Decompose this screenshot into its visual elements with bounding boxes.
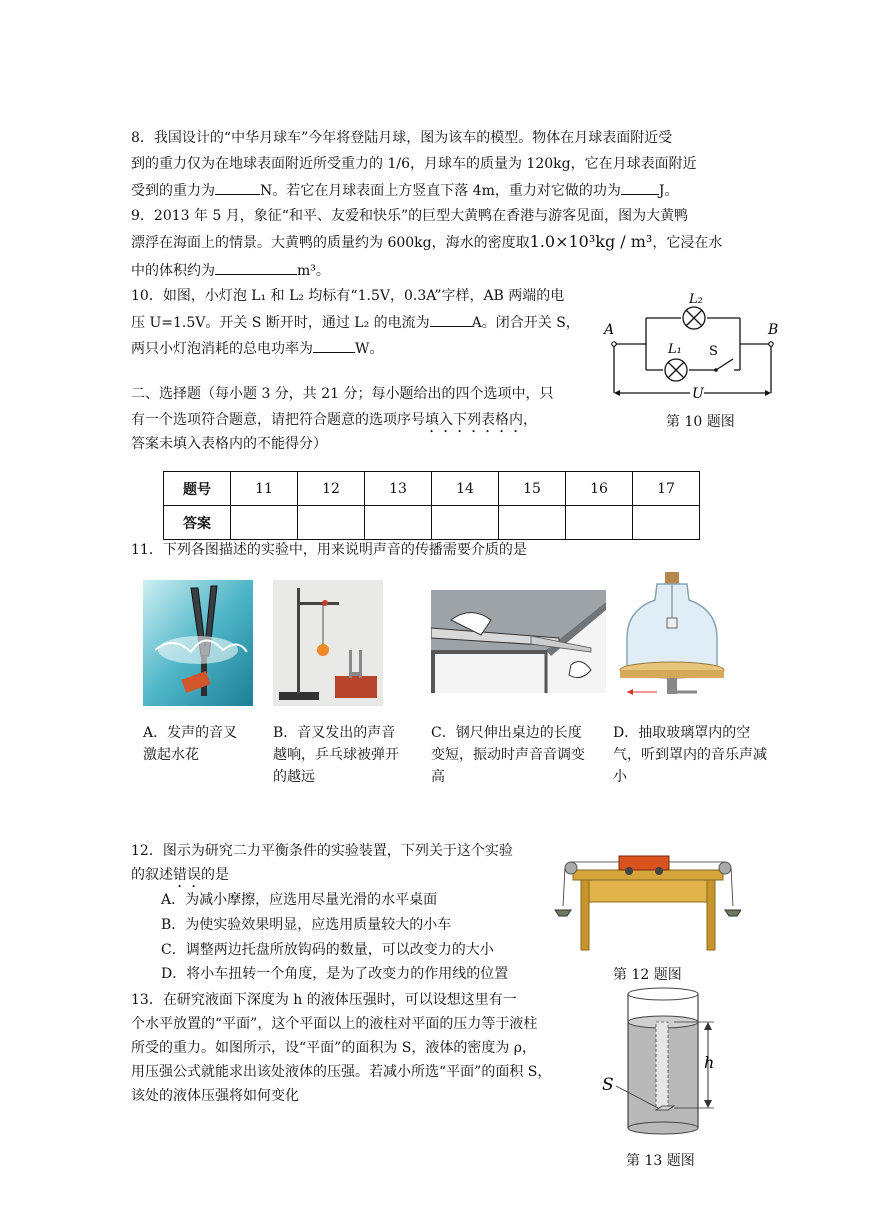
- q13-line4: 用压强公式就能求出该处液体的压强。若减小所选“平面”的面积 S，: [131, 1064, 552, 1080]
- table-cell-number: 13: [365, 472, 432, 506]
- answer-cell-12[interactable]: [298, 506, 365, 540]
- q12-option-d[interactable]: D．将小车扭转一个角度，是为了改变力的作用线的位置: [161, 966, 509, 982]
- option-a-line2: 激起水花: [143, 747, 199, 763]
- q9-density-formula: 1.0×10³kg / m³: [529, 232, 653, 251]
- option-d-line2: 气，听到罩内的音乐声减: [613, 747, 767, 763]
- section2-emphasis: 填入下列表格内: [425, 412, 523, 428]
- q9-line1: 9．2013 年 5 月，象征“和平、友爱和快乐”的巨型大黄鸭在香港与游客见面，图为大黄鸭: [131, 208, 689, 224]
- q13-line1: 13．在研究液面下深度为 h 的液体压强时，可以设想这里有一: [131, 992, 517, 1008]
- table-row-numbers: [164, 472, 700, 506]
- q11-image-c-ruler-table: [431, 590, 606, 693]
- q8-line3: [131, 179, 679, 202]
- terminal-b-icon: [769, 342, 773, 346]
- q10-text-c: 两只小灯泡消耗的总电功率为: [131, 341, 313, 357]
- answer-cell-11[interactable]: [231, 506, 298, 540]
- q9-text-b: ，它浸在水: [652, 235, 723, 251]
- terminal-a-icon: [612, 342, 616, 346]
- label-a: A: [604, 322, 615, 338]
- option-c-line3: 高: [431, 769, 445, 785]
- section2-text-a: 有一个选项符合题意，请把符合题意的选项序号: [131, 412, 425, 428]
- q12-emphasis-wrong: 错误: [173, 867, 201, 883]
- q11-option-c[interactable]: [431, 722, 585, 788]
- q11-option-a[interactable]: [143, 722, 237, 766]
- q12-text-a: 的叙述: [131, 867, 173, 883]
- q12-line1: 12．图示为研究二力平衡条件的实验装置，下列关于这个实验: [131, 843, 513, 859]
- label-u: U: [692, 386, 704, 402]
- q10-text-a: 压 U=1.5V。开关 S 断开时，通过 L₂ 的电流为: [131, 315, 430, 331]
- q13-caption: 第 13 题图: [626, 1153, 695, 1169]
- q10-circuit-diagram: [598, 285, 788, 410]
- table-header-number: 题号: [164, 472, 231, 506]
- table-cell-number: 11: [231, 472, 298, 506]
- q12-option-c[interactable]: C．调整两边托盘所放钩码的数量，可以改变力的大小: [161, 942, 494, 958]
- q10-text-b: A。闭合开关 S，: [471, 315, 580, 331]
- q10-caption: 第 10 题图: [666, 414, 735, 430]
- table-cell-number: 17: [633, 472, 700, 506]
- q12-caption: 第 12 题图: [613, 967, 682, 983]
- option-b-line1: B．音叉发出的声音: [273, 725, 396, 741]
- answer-cell-13[interactable]: [365, 506, 432, 540]
- q12-text-c: 的是: [201, 867, 229, 883]
- option-d-line3: 小: [613, 769, 627, 785]
- switch-pivot-icon: [714, 368, 718, 372]
- label-s-area: S: [602, 1075, 614, 1095]
- option-c-line2: 变短，振动时声音音调变: [431, 747, 585, 763]
- q11-option-b[interactable]: [273, 722, 399, 788]
- table-cell-number: 16: [566, 472, 633, 506]
- q10-blank-power[interactable]: [313, 337, 355, 353]
- label-h: h: [704, 1053, 715, 1072]
- arrow-left-icon: [614, 390, 620, 396]
- answer-cell-14[interactable]: [432, 506, 499, 540]
- table-header-answer: 答案: [164, 506, 231, 540]
- q8-text-b: N。若它在月球表面上方竖直下落 4m，重力对它做的功为: [260, 183, 621, 199]
- q10-line3: [131, 337, 383, 360]
- q9-text-a: 漂浮在海面上的情景。大黄鸭的质量约为 600kg，海水的密度取: [131, 235, 530, 251]
- option-b-line3: 的越远: [273, 769, 315, 785]
- table-row-answers: [164, 506, 700, 540]
- q9-text-d: m³。: [297, 263, 330, 279]
- section2-line2: [131, 409, 537, 436]
- q9-line3: [131, 259, 330, 282]
- q10-line2: [131, 311, 580, 334]
- section2-text-c: ，: [523, 412, 537, 428]
- option-a-line1: A．发声的音叉: [143, 725, 238, 741]
- q12-figure-cart-table: [553, 852, 741, 957]
- answer-cell-15[interactable]: [499, 506, 566, 540]
- q8-line1: 8．我国设计的“中华月球车”今年将登陆月球，图为该车的模型。物体在月球表面附近受: [131, 130, 673, 146]
- label-b: B: [768, 322, 779, 338]
- q10-text-d: W。: [355, 341, 384, 357]
- q11-image-a-tuning-fork-water: [143, 580, 253, 706]
- q12-option-a[interactable]: A．为减小摩擦，应选用尽量光滑的水平桌面: [161, 892, 438, 908]
- q13-line2: 个水平放置的“平面”，这个平面以上的液柱对平面的压力等于液柱: [131, 1016, 538, 1032]
- q10-line1: 10．如图，小灯泡 L₁ 和 L₂ 均标有“1.5V，0.3A”字样，AB 两端的电: [131, 288, 565, 304]
- q8-line2: 到的重力仅为在地球表面附近所受重力的 1/6，月球车的质量为 120kg，它在月球表面附近: [131, 156, 697, 172]
- table-cell-number: 14: [432, 472, 499, 506]
- q13-figure-liquid-cylinder: [598, 986, 733, 1146]
- option-c-line1: C．钢尺伸出桌边的长度: [431, 725, 582, 741]
- section2-line1: 二、选择题（每小题 3 分，共 21 分；每小题给出的四个选项中，只: [131, 386, 554, 402]
- option-d-line1: D．抽取玻璃罩内的空: [613, 725, 751, 741]
- q8-text-c: J。: [658, 183, 679, 199]
- q9-text-c: 中的体积约为: [131, 263, 215, 279]
- option-b-line2: 越响，乒乓球被弹开: [273, 747, 399, 763]
- table-cell-number: 12: [298, 472, 365, 506]
- q11-image-b-fork-pingpong: [273, 580, 383, 706]
- lamp-l1-icon: [665, 359, 687, 381]
- q11-stem: 11．下列各图描述的实验中，用来说明声音的传播需要介质的是: [131, 542, 527, 558]
- arrow-right-icon: [765, 390, 771, 396]
- q13-line5: 该处的液体压强将如何变化: [131, 1088, 299, 1104]
- answer-cell-16[interactable]: [566, 506, 633, 540]
- q12-line2: [131, 864, 229, 891]
- table-cell-number: 15: [499, 472, 566, 506]
- label-l2: L₂: [689, 292, 703, 307]
- q12-option-b[interactable]: B．为使实验效果明显，应选用质量较大的小车: [161, 917, 452, 933]
- section2-line3: 答案未填入表格内的不能得分）: [131, 436, 327, 452]
- q8-blank-gravity[interactable]: [215, 179, 260, 195]
- answer-table: [163, 471, 700, 540]
- lamp-l2-icon: [683, 307, 705, 329]
- q13-line3: 所受的重力。如图所示，设“平面”的面积为 S，液体的密度为 ρ，: [131, 1040, 537, 1056]
- label-l1: L₁: [668, 342, 682, 357]
- q10-blank-current[interactable]: [430, 311, 472, 327]
- q11-image-d-bell-jar: [617, 570, 727, 710]
- q9-blank-volume[interactable]: [215, 259, 297, 275]
- q9-line2: [131, 231, 722, 254]
- answer-cell-17[interactable]: [633, 506, 700, 540]
- label-s: S: [709, 344, 718, 359]
- q11-option-d[interactable]: [613, 722, 767, 788]
- q8-text-a: 受到的重力为: [131, 183, 215, 199]
- q8-blank-work[interactable]: [621, 179, 659, 195]
